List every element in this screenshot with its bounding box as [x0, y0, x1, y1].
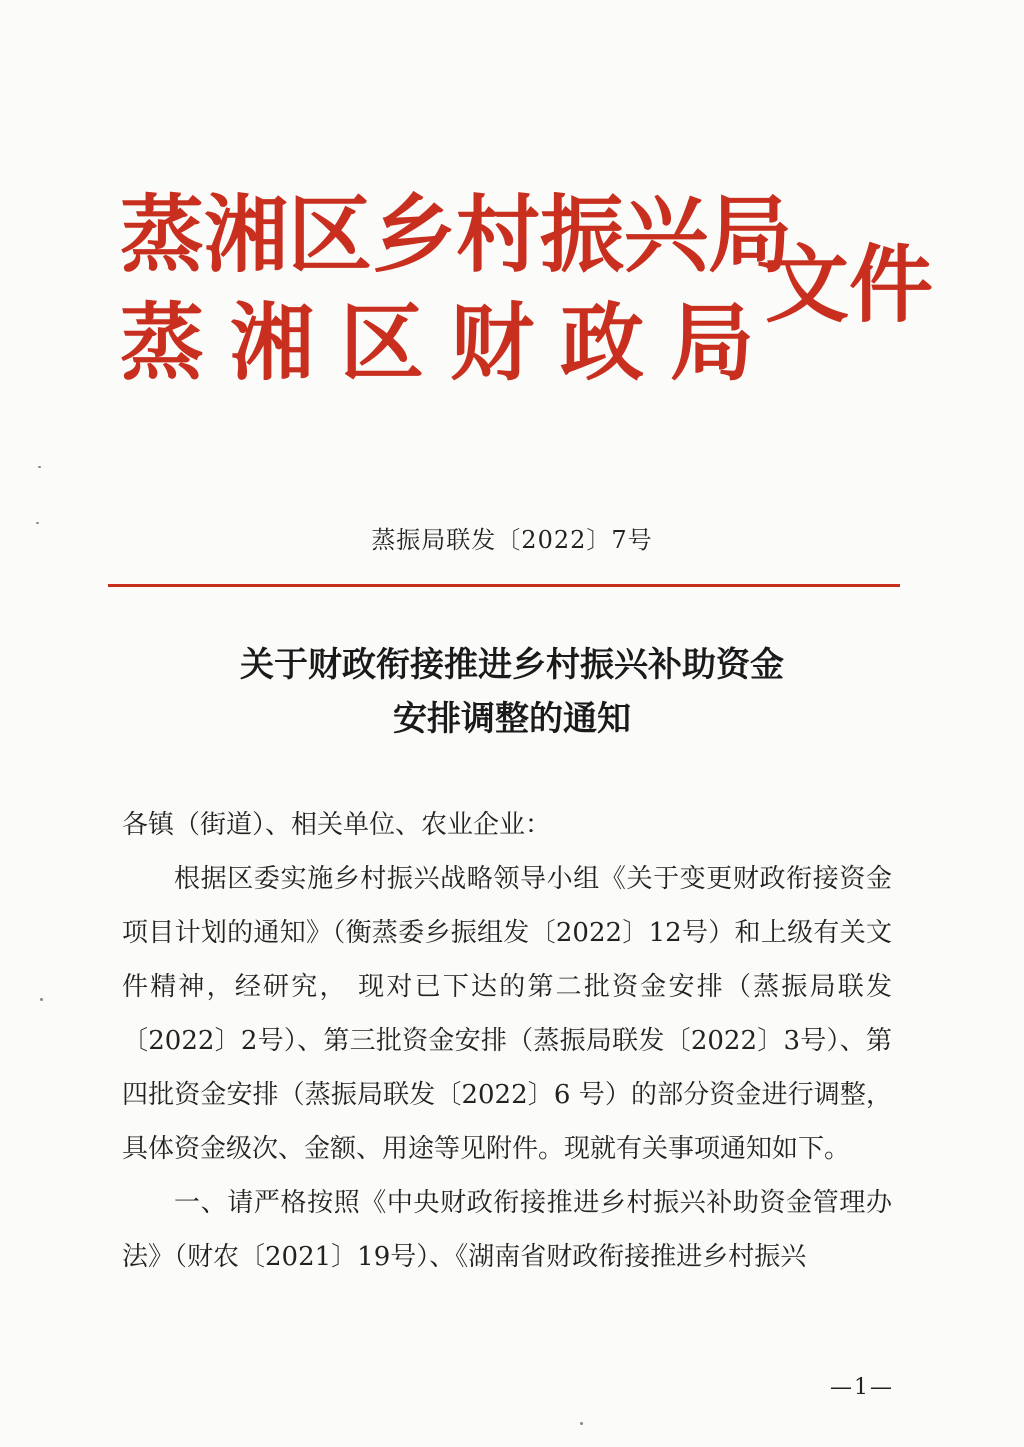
- title-line-2: 安排调整的通知: [393, 699, 631, 739]
- document-header: [120, 185, 934, 405]
- document-body: [122, 798, 892, 1284]
- document-title: [0, 638, 1024, 746]
- page-number: —1—: [830, 1375, 894, 1400]
- title-line-1: 关于财政衔接推进乡村振兴补助资金: [240, 645, 784, 685]
- scan-speck: [580, 1422, 583, 1425]
- document-number: 蒸振局联发〔2022〕7号: [371, 526, 653, 554]
- scan-speck: [38, 466, 41, 468]
- scan-speck: [40, 998, 43, 1001]
- header-divider: [108, 584, 900, 587]
- salutation: 各镇（街道）、相关单位、农业企业：: [122, 810, 552, 840]
- paragraph-1: 根据区委实施乡村振兴战略领导小组《关于变更财政衔接资金项目计划的通知》（衡蒸委乡振组发〔2022〕12号）和上级有关文件精神，经研究， 现对已下达的第二批资金安排（蒸振局联发〔2022〕2号）、第三批资金安排（蒸振局联发〔2022〕3号）、第四批资金安排（蒸振局联发〔2022〕6 号）的部分资金进行调整，具体资金级次、金额、用途等见附件。现就有关事项通知如下。: [122, 864, 892, 1164]
- paragraph-2: 一、请严格按照《中央财政衔接推进乡村振兴补助资金管理办法》（财农〔2021〕19号）、《湖南省财政衔接推进乡村振兴: [122, 1188, 892, 1272]
- issuing-org-2: 蒸湘区财政局: [120, 293, 781, 392]
- document-type-label: 文件: [765, 235, 934, 334]
- issuing-org-1: 蒸湘区乡村振兴局: [120, 185, 793, 284]
- scan-speck: [36, 522, 39, 524]
